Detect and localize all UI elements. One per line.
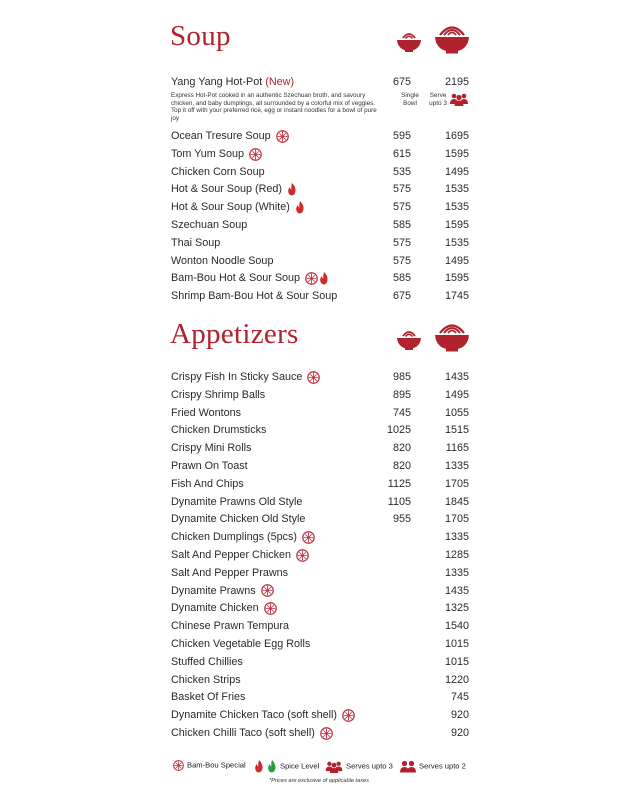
legend-spice (254, 760, 319, 773)
item-name: Chinese Prawn Tempura (171, 620, 290, 633)
price-single: 955 (392, 513, 411, 526)
item-icons (320, 725, 334, 741)
price-serves: 1055 (444, 406, 469, 419)
item-name: Basket Of Fries (171, 691, 246, 704)
item-icons (307, 369, 321, 385)
price-serves: 1595 (444, 219, 469, 231)
menu-item-row (171, 146, 471, 162)
menu-item-row (171, 387, 471, 403)
item-name: Wonton Noodle Soup (171, 254, 274, 267)
price-serves: 1015 (444, 655, 469, 668)
bam-bou-special-icon (264, 602, 277, 615)
item-icons (287, 182, 298, 198)
menu-item-row (171, 458, 471, 474)
fire-icon (287, 183, 297, 196)
item-name: Prawn On Toast (171, 460, 248, 472)
menu-item-row (171, 199, 471, 215)
menu-item-row (171, 600, 471, 616)
bam-bou-special-icon (276, 130, 289, 143)
item-name: Dynamite Prawns Old Style (171, 495, 303, 508)
price-serves: 1495 (444, 254, 469, 267)
price-single: 615 (392, 147, 411, 160)
item-name: Chicken Drumsticks (171, 424, 267, 437)
menu-item-row (171, 476, 471, 492)
item-name: Dynamite Prawns (171, 583, 275, 599)
price-serves: 1745 (444, 290, 469, 303)
item-name: Crispy Shrimp Balls (171, 388, 266, 401)
price-serves: 1325 (444, 602, 469, 615)
item-icons (305, 271, 330, 287)
item-name: Stuffed Chillies (171, 655, 243, 668)
item-icons (342, 707, 356, 723)
serve-upto-label: Serve upto 3 (429, 92, 447, 107)
menu-item-row (171, 128, 471, 144)
bam-bou-special-icon (249, 148, 262, 161)
price-single: 675 (392, 76, 411, 88)
price-single: 820 (392, 460, 411, 472)
menu-item-row (171, 547, 471, 563)
soup-section-title: Soup (170, 20, 231, 52)
item-name: Tom Yum Soup (171, 146, 263, 162)
price-single: 585 (392, 219, 411, 231)
item-icons (295, 199, 306, 215)
price-serves: 1435 (444, 371, 469, 383)
large-bowl-icon (434, 22, 470, 54)
menu-item-row (171, 618, 471, 634)
price-single: 895 (392, 388, 411, 401)
item-icons (276, 128, 290, 144)
price-single: 585 (392, 272, 411, 285)
menu-item-row (171, 565, 471, 581)
small-bowl-icon (396, 327, 422, 351)
item-name: Chicken Chilli Taco (soft shell) (171, 725, 334, 741)
single-bowl-label: Single Bowl (401, 92, 419, 107)
legend-serves-three-label: Serves upto 3 (346, 761, 393, 771)
price-single: 745 (392, 406, 411, 419)
item-icons (261, 583, 275, 599)
legend-spice-label: Spice Level (280, 761, 320, 771)
price-single: 575 (392, 236, 411, 249)
price-serves: 1285 (444, 549, 469, 561)
price-serves: 1015 (444, 638, 469, 650)
fire-icon (319, 272, 329, 285)
price-single: 595 (392, 130, 411, 142)
item-icons (302, 529, 316, 545)
menu-item-row (171, 725, 471, 741)
menu-item-row (171, 654, 471, 670)
item-icons (296, 547, 310, 563)
serves-three-icon (325, 760, 343, 773)
menu-item-row (171, 583, 471, 599)
legend-special-label: Bam-Bou Special (187, 760, 246, 770)
menu-item-row (171, 217, 471, 233)
item-name: Dynamite Chicken Taco (soft shell) (171, 707, 356, 723)
tax-footnote: *Prices are exclusive of applicable taxes (269, 778, 369, 784)
bam-bou-special-icon (320, 727, 333, 740)
item-name: Ocean Tresure Soup (171, 128, 290, 144)
item-name: Fried Wontons (171, 406, 242, 419)
menu-item-row (171, 288, 471, 304)
price-serves: 1845 (444, 495, 469, 508)
price-serves: 1535 (444, 183, 469, 196)
item-name: Hot & Sour Soup (Red) (171, 181, 298, 197)
item-name: Chicken Dumplings (5pcs) (171, 529, 316, 545)
item-icons (249, 146, 263, 162)
item-name: Dynamite Chicken Old Style (171, 513, 306, 526)
price-serves: 1495 (444, 388, 469, 401)
price-serves: 1705 (444, 513, 469, 526)
small-bowl-icon (396, 29, 422, 53)
item-name: Crispy Fish In Sticky Sauce (171, 369, 321, 385)
item-name: Bam-Bou Hot & Sour Soup (171, 270, 330, 286)
featured-description: Express Hot-Pot cooked in an authentic Szechuan broth, and savoury chicken, and baby dumplings, all surrounded by a colorful mix of veggies. Top it off with your preferred rice, egg or instant noodles for a bowl of pure joy (171, 92, 377, 122)
item-name: Chicken Vegetable Egg Rolls (171, 638, 311, 650)
price-serves: 1335 (444, 531, 469, 544)
menu-item-row (171, 440, 471, 456)
price-serves: 1695 (444, 130, 469, 142)
fire-icon (295, 201, 305, 214)
bam-bou-special-icon (261, 584, 274, 597)
menu-item-row (171, 529, 471, 545)
item-name: Chicken Strips (171, 673, 241, 686)
price-serves: 1540 (444, 620, 469, 633)
price-serves: 920 (450, 727, 469, 739)
price-single: 575 (392, 254, 411, 267)
menu-item-row (171, 253, 471, 269)
fire-green-icon (267, 760, 277, 773)
featured-menu-item (171, 74, 471, 90)
bam-bou-special-icon (342, 709, 355, 722)
menu-item-row (171, 270, 471, 286)
menu-item-row (171, 511, 471, 527)
item-name: Hot & Sour Soup (White) (171, 199, 306, 215)
price-single: 575 (392, 201, 411, 214)
menu-item-row (171, 405, 471, 421)
serves-two-icon (400, 760, 416, 773)
price-single: 675 (392, 290, 411, 303)
item-name: Szechuan Soup (171, 219, 248, 231)
item-name: Dynamite Chicken (171, 600, 278, 616)
menu-item-row (171, 164, 471, 180)
menu-item-row (171, 369, 471, 385)
price-serves: 1705 (444, 477, 469, 490)
item-name: Salt And Pepper Prawns (171, 566, 289, 579)
price-serves: 1595 (444, 147, 469, 160)
item-name: Fish And Chips (171, 477, 244, 490)
large-bowl-icon (434, 320, 470, 352)
price-single: 1025 (386, 424, 411, 437)
item-name: Shrimp Bam-Bou Hot & Sour Soup (171, 290, 338, 303)
price-single: 1105 (387, 495, 411, 508)
menu-item-row (171, 422, 471, 438)
price-serves: 2195 (444, 76, 469, 88)
price-serves: 1515 (444, 424, 469, 437)
price-serves: 1495 (444, 165, 469, 178)
price-single: 575 (392, 183, 411, 196)
bam-bou-special-icon (296, 549, 309, 562)
price-single: 820 (392, 442, 411, 455)
new-tag: (New) (265, 76, 295, 88)
menu-item-row (171, 494, 471, 510)
menu-item-row (171, 672, 471, 688)
legend-serves-two-label: Serves upto 2 (419, 761, 466, 771)
bam-bou-special-icon (305, 272, 318, 285)
item-name: Crispy Mini Rolls (171, 442, 252, 455)
price-serves: 1535 (444, 236, 469, 249)
fire-red-icon (254, 760, 264, 773)
serves-three-icon (450, 92, 468, 106)
menu-item-row (171, 235, 471, 251)
item-icons (264, 601, 278, 617)
menu-item-row (171, 689, 471, 705)
price-serves: 1165 (445, 442, 469, 455)
price-single: 535 (392, 165, 411, 178)
bam-bou-special-icon (307, 371, 320, 384)
bam-bou-special-icon (173, 760, 184, 771)
price-single: 985 (392, 371, 411, 383)
appetizers-section-title: Appetizers (170, 318, 299, 350)
item-name: Chicken Corn Soup (171, 165, 265, 178)
price-serves: 1535 (444, 201, 469, 214)
price-serves: 1435 (444, 584, 469, 597)
menu-item-row (171, 707, 471, 723)
bam-bou-special-icon (302, 531, 315, 544)
menu-item-row (171, 636, 471, 652)
item-name: Yang Yang Hot-Pot (New) (171, 76, 295, 88)
price-serves: 920 (450, 709, 469, 722)
price-serves: 745 (450, 691, 469, 704)
legend-special (173, 760, 246, 771)
price-serves: 1335 (444, 460, 469, 472)
legend-serves-three (325, 760, 393, 773)
price-single: 1125 (387, 477, 411, 490)
item-name: Salt And Pepper Chicken (171, 547, 310, 563)
price-serves: 1335 (444, 566, 469, 579)
price-serves: 1220 (444, 673, 469, 686)
item-name: Thai Soup (171, 236, 221, 249)
legend-serves-two (400, 760, 466, 773)
price-serves: 1595 (444, 272, 469, 285)
menu-item-row (171, 181, 471, 197)
